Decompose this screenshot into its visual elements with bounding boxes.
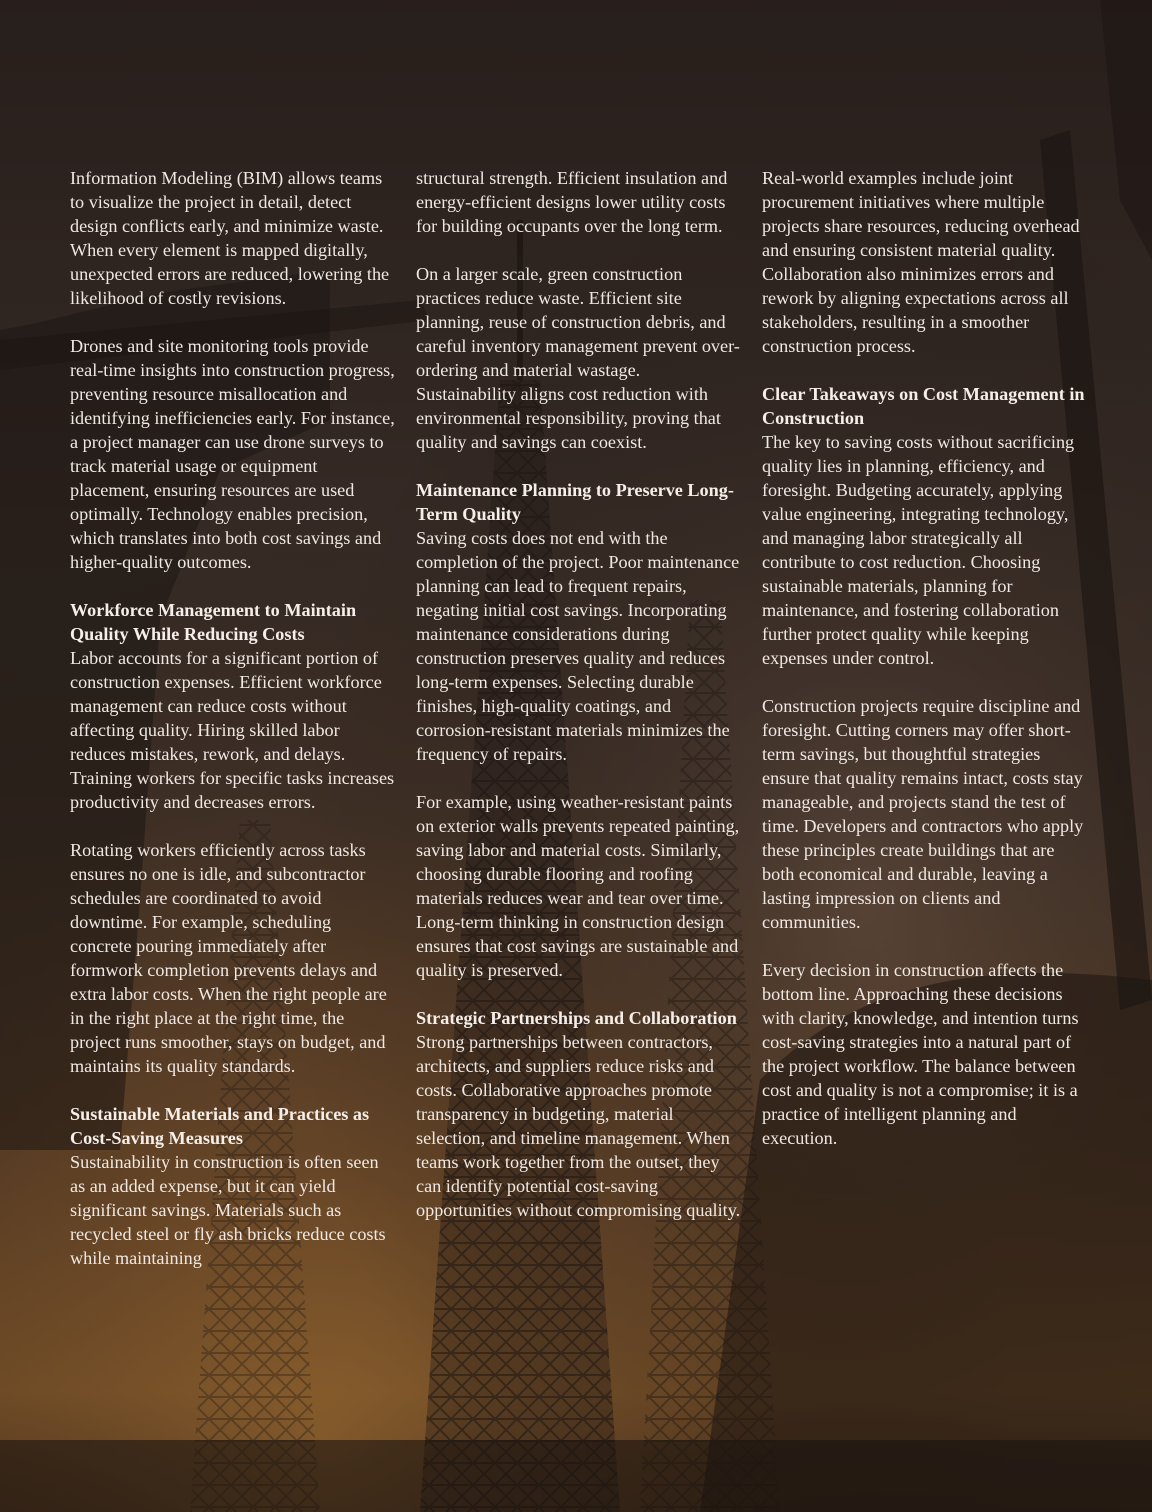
- section: [416, 1006, 742, 1222]
- paragraph: Real-world examples include joint procurement initiatives where multiple projects share resources, reducing overhead and ensuring consistent material quality. Collaboration also minimizes errors and rework by aligning expectations across all stakeholders, resulting in a smoother construction process.: [762, 168, 1080, 356]
- paragraph: structural strength. Efficient insulation and energy-efficient designs lower utility costs for building occupants over the long term.: [416, 168, 728, 236]
- section: [70, 1102, 396, 1270]
- paragraph: Labor accounts for a significant portion of construction expenses. Efficient workforce management can reduce costs without affecting quality. Hiring skilled labor reduces mistakes, rework, and delays. Training workers for specific tasks increases productivity and decreases errors.: [70, 648, 395, 812]
- paragraph: The key to saving costs without sacrificing quality lies in planning, efficiency, and foresight. Budgeting accurately, applying value engineering, integrating technology, and managing labor strategically all contribute to cost reduction. Choosing sustainable materials, planning for maintenance, and fostering collaboration further protect quality while keeping expenses under control.: [762, 432, 1075, 668]
- section: [416, 478, 742, 766]
- section-heading: Strategic Partnerships and Collaboration: [416, 1008, 737, 1028]
- section: [762, 382, 1088, 670]
- column-2: [416, 166, 742, 1246]
- paragraph: On a larger scale, green construction practices reduce waste. Efficient site planning, reuse of construction debris, and careful inventory management prevent over-ordering and material wastage. Sustainability aligns cost reduction with environmental responsibility, proving that quality and savings can coexist.: [416, 264, 740, 452]
- paragraph: Sustainability in construction is often seen as an added expense, but it can yield significant savings. Materials such as recycled steel or fly ash bricks reduce costs while maintaining: [70, 1152, 386, 1268]
- paragraph: Information Modeling (BIM) allows teams to visualize the project in detail, detect design conflicts early, and minimize waste. When every element is mapped digitally, unexpected errors are reduced, lowering the likelihood of costly revisions.: [70, 168, 390, 308]
- section: [70, 598, 396, 814]
- section-heading: Clear Takeaways on Cost Management in Construction: [762, 384, 1085, 428]
- paragraph: Construction projects require discipline and foresight. Cutting corners may offer short-term savings, but thoughtful strategies ensure that quality remains intact, costs stay manageable, and projects stand the test of time. Developers and contractors who apply these principles create buildings that are both economical and durable, leaving a lasting impression on clients and communities.: [762, 696, 1084, 932]
- column-1: [70, 166, 396, 1294]
- section-heading: Maintenance Planning to Preserve Long-Term Quality: [416, 480, 734, 524]
- column-3: [762, 166, 1088, 1174]
- section-heading: Workforce Management to Maintain Quality While Reducing Costs: [70, 600, 357, 644]
- paragraph: Rotating workers efficiently across tasks ensures no one is idle, and subcontractor schedules are coordinated to avoid downtime. For example, scheduling concrete pouring immediately after formwork completion prevents delays and extra labor costs. When the right people are in the right place at the right time, the project runs smoother, stays on budget, and maintains its quality standards.: [70, 840, 387, 1076]
- paragraph: Every decision in construction affects the bottom line. Approaching these decisions with clarity, knowledge, and intention turns cost-saving strategies into a natural part of the project workflow. The balance between cost and quality is not a compromise; it is a practice of intelligent planning and execution.: [762, 960, 1079, 1148]
- paragraph: Strong partnerships between contractors, architects, and suppliers reduce risks and costs. Collaborative approaches promote transparency in budgeting, material selection, and timeline management. When teams work together from the outset, they can identify potential cost-saving opportunities without compromising quality.: [416, 1032, 741, 1220]
- section-heading: Sustainable Materials and Practices as Cost-Saving Measures: [70, 1104, 370, 1148]
- paragraph: Saving costs does not end with the completion of the project. Poor maintenance planning can lead to frequent repairs, negating initial cost savings. Incorporating maintenance considerations during construction preserves quality and reduces long-term expenses. Selecting durable finishes, high-quality coatings, and corrosion-resistant materials minimizes the frequency of repairs.: [416, 528, 740, 764]
- paragraph: Drones and site monitoring tools provide real-time insights into construction progress, preventing resource misallocation and identifying inefficiencies early. For instance, a project manager can use drone surveys to track material usage or equipment placement, ensuring resources are used optimally. Technology enables precision, which translates into both cost savings and higher-quality outcomes.: [70, 336, 395, 572]
- paragraph: For example, using weather-resistant paints on exterior walls prevents repeated painting, saving labor and material costs. Similarly, choosing durable flooring and roofing materials reduces wear and tear over time. Long-term thinking in construction design ensures that cost savings are sustainable and quality is preserved.: [416, 792, 740, 980]
